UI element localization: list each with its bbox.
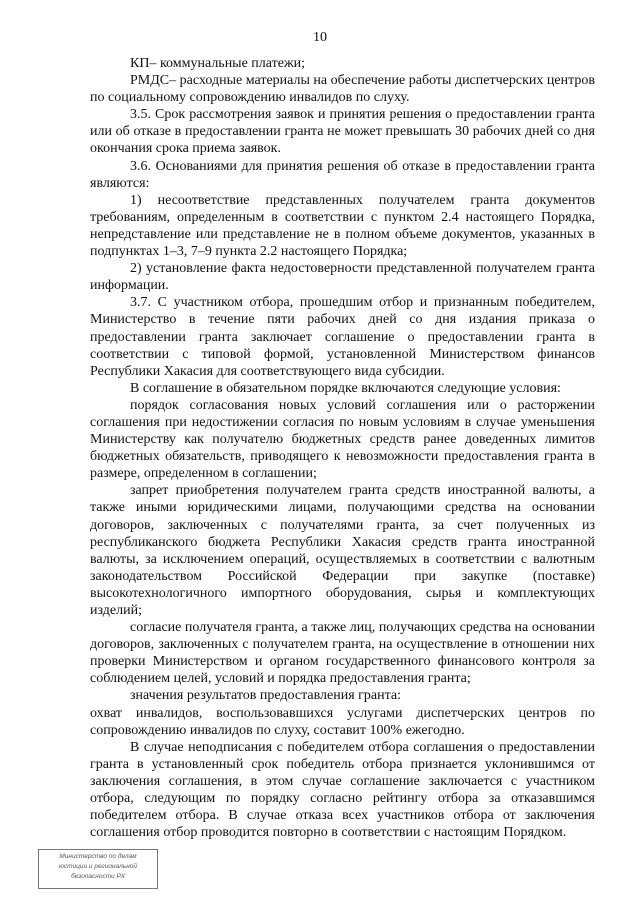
- paragraph-rmds-definition: РМДС– расходные материалы на обеспечение работы диспетчерских центров по социальному сопровождению инвалидов по слуху.: [90, 73, 595, 106]
- registration-stamp: [38, 849, 158, 889]
- paragraph-kp-definition: КП– коммунальные платежи;: [130, 56, 306, 71]
- stamp-line: безопасности РХ: [71, 873, 125, 880]
- stamp-line: Министерство по делам: [59, 853, 137, 860]
- stamp-line: юстиции и региональной: [58, 863, 138, 870]
- paragraph-3-6-item-1: 1) несоответствие представленных получателем гранта документов требованиям, определенным в соответствии с пунктом 2.4 настоящего Порядка, непредставление или представление не в полном объеме документов, указанных в подпунктах 1–3, 7–9 пункта 2.2 настоящего Порядка;: [90, 192, 595, 260]
- paragraph-condition-results: значения результатов предоставления гранта:: [130, 688, 401, 704]
- paragraph-conditions-intro: В соглашение в обязательном порядке включаются следующие условия:: [130, 380, 561, 396]
- paragraph-3-7: 3.7. С участником отбора, прошедшим отбор и признанным победителем, Министерство в течение пяти рабочих дней со дня издания приказа о предоставлении гранта заключает соглашение о предоставлении гранта в соответствии с типовой формой, установленной Министерством финансов Республики Хакасия для соответствующего вида субсидии.: [90, 295, 595, 379]
- paragraph-condition-inspection-consent: согласие получателя гранта, а также лиц, получающих средства на основании договоров, заключенных с получателем гранта, на осуществление в отношении них проверки Министерством и органом государственного финансового контроля за соблюдением целей, условий и порядка предоставления гранта;: [90, 620, 595, 687]
- paragraph-non-signing: В случае неподписания с победителем отбора соглашения о предоставлении гранта в установленный срок победитель отбора признается уклонившимся от заключения соглашения, в этом случае соглашение заключается с участником отбора, следующим по порядку согласно рейтингу отбора за отказавшимся победителем отбора. В случае отказа всех участников отбора от заключения соглашения отбор проводится повторно в соответствии с настоящим Порядком.: [90, 739, 595, 841]
- paragraph-3-6: 3.6. Основаниями для принятия решения об отказе в предоставлении гранта являются:: [90, 158, 595, 191]
- paragraph-coverage-result: охват инвалидов, воспользовавшихся услугами диспетчерских центров по сопровождению инвалидов по слуху, составит 100% ежегодно.: [90, 705, 595, 738]
- page-number: 10: [313, 30, 327, 45]
- document-body: [90, 55, 595, 841]
- paragraph-condition-agreement-order: порядок согласования новых условий соглашения или о расторжении соглашения при недостижении согласия по новым условиям в случае уменьшения Министерству как получателю бюджетных средств ранее доведенных лимитов бюджетных обязательств, приводящего к невозможности предоставления гранта в размере, определенном в соглашении;: [90, 397, 595, 482]
- paragraph-3-6-item-2: 2) установление факта недостоверности представленной получателем гранта информации.: [90, 261, 595, 294]
- paragraph-condition-currency-ban: запрет приобретения получателем гранта средств иностранной валюты, а также иными юридическими лицами, получающими средства на основании договоров, заключенных с получателями гранта, за счет полученных из республиканского бюджета Республики Хакасия средств гранта иностранной валюты, за исключением операций, осуществляемых в соответствии с валютным законодательством Российской Федерации при закупке (поставке) высокотехнологичного импортного оборудования, сырья и комплектующих изделий;: [90, 483, 595, 618]
- paragraph-3-5: 3.5. Срок рассмотрения заявок и принятия решения о предоставлении гранта или об отказе в предоставлении гранта не может превышать 30 рабочих дней со дня окончания срока приема заявок.: [90, 107, 595, 157]
